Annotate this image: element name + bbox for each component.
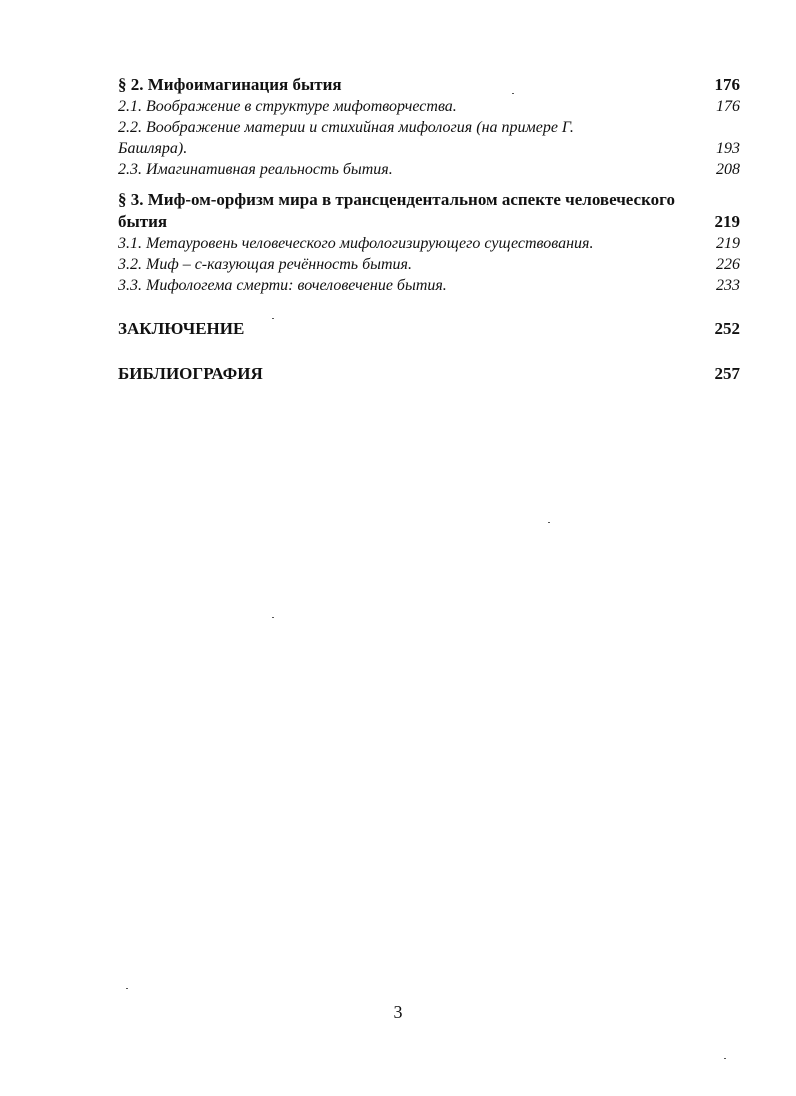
scan-speck (548, 522, 550, 523)
toc-section-title: БИБЛИОГРАФИЯ (118, 364, 263, 383)
toc-page-number: 233 (716, 277, 740, 294)
toc-item-text: 2.2. Воображение материи и стихийная мифология (на примере Г. (118, 119, 574, 136)
toc-page-number: 252 (714, 319, 740, 338)
toc-section-3 (118, 189, 740, 233)
toc-item-text: 3.3. Мифологема смерти: вочеловечение бытия. (118, 277, 447, 294)
toc-page-number: 257 (714, 364, 740, 383)
toc-page-number: 226 (716, 256, 740, 273)
toc-section-title-continued: бытия (118, 212, 168, 231)
toc-item (118, 233, 740, 254)
scan-speck (512, 93, 514, 94)
toc-item-text: 3.2. Миф – с-казующая речённость бытия. (118, 256, 412, 273)
toc-item (118, 96, 740, 117)
toc-item-text-continued: Башляра). (118, 140, 188, 157)
scan-speck (126, 988, 128, 989)
toc-section-title: § 3. Миф-ом-орфизм мира в трансцендентальном аспекте человеческого (118, 190, 675, 209)
toc-item (118, 117, 740, 159)
toc-page-number: 193 (716, 140, 740, 157)
toc-page-number: 208 (716, 161, 740, 178)
toc-item (118, 254, 740, 275)
toc-item-text: 3.1. Метауровень человеческого мифологизирующего существования. (118, 235, 594, 252)
toc-page-number: 176 (716, 98, 740, 115)
scan-speck (724, 1058, 726, 1059)
toc-item (118, 159, 740, 180)
scan-speck (272, 617, 274, 618)
toc-item (118, 275, 740, 296)
toc-section-2 (118, 74, 740, 96)
toc-section-title: § 2. Мифоимагинация бытия (118, 75, 342, 94)
toc-conclusion (118, 318, 740, 340)
scan-speck (272, 318, 274, 319)
toc-item-text: 2.1. Воображение в структуре мифотворчества. (118, 98, 457, 115)
toc-page-number: 219 (714, 212, 740, 231)
toc-page-number: 219 (716, 235, 740, 252)
toc-page-number: 176 (714, 75, 740, 94)
page-number: 3 (393, 1002, 403, 1022)
toc-item-text: 2.3. Имагинативная реальность бытия. (118, 161, 393, 178)
toc-section-title: ЗАКЛЮЧЕНИЕ (118, 319, 245, 338)
toc-bibliography (118, 363, 740, 385)
table-of-contents (118, 74, 740, 385)
